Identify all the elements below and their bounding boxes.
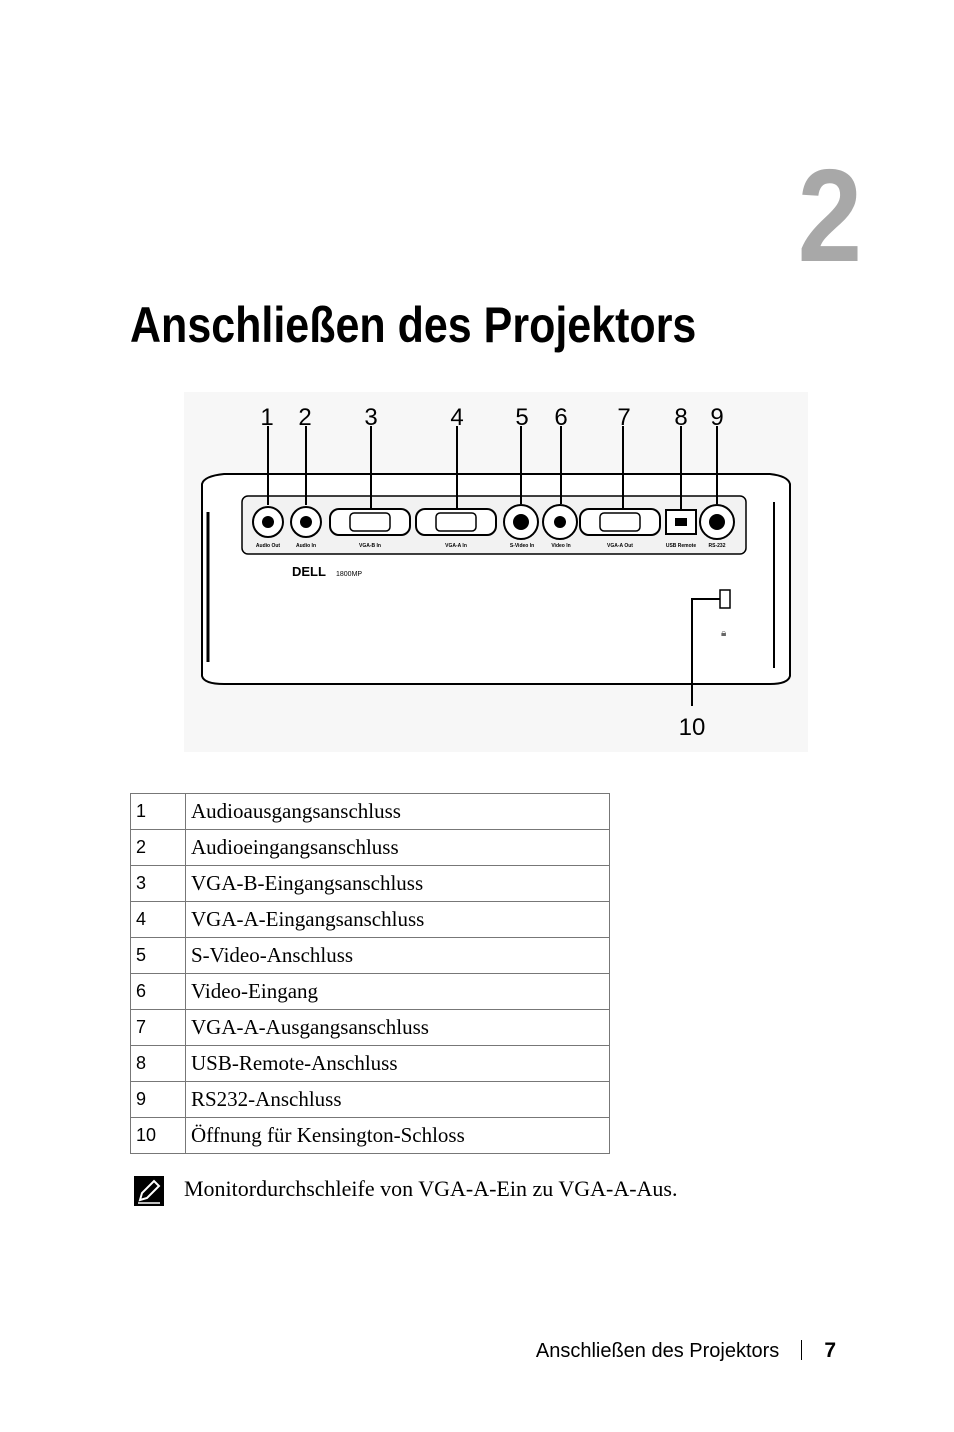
callout-5: 5	[515, 404, 529, 431]
callout-3: 3	[364, 404, 378, 431]
table-row	[131, 1118, 610, 1154]
row-number: 5	[131, 938, 186, 974]
row-number: 4	[131, 902, 186, 938]
table-row	[131, 1010, 610, 1046]
port-caption: VGA-B In	[359, 543, 381, 549]
row-description: VGA-A-Eingangsanschluss	[186, 902, 610, 938]
port-caption: USB Remote	[665, 543, 697, 549]
row-description: VGA-A-Ausgangsanschluss	[186, 1010, 610, 1046]
table-row	[131, 974, 610, 1010]
table-row	[131, 902, 610, 938]
audio-out-port-center	[262, 516, 274, 528]
port-caption: Audio Out	[255, 543, 281, 549]
row-number: 8	[131, 1046, 186, 1082]
row-description: Video-Eingang	[186, 974, 610, 1010]
usb-remote-socket	[675, 518, 687, 526]
row-description: Öffnung für Kensington-Schloss	[186, 1118, 610, 1154]
vga-a-in-socket	[436, 513, 476, 531]
vga-b-in-socket	[350, 513, 390, 531]
table-row	[131, 830, 610, 866]
callout-10: 10	[678, 714, 706, 741]
rs232-port-center	[709, 514, 725, 530]
row-description: USB-Remote-Anschluss	[186, 1046, 610, 1082]
callout-9: 9	[710, 404, 724, 431]
row-number: 6	[131, 974, 186, 1010]
connector-table	[130, 793, 610, 1154]
table-row	[131, 1082, 610, 1118]
row-number: 1	[131, 794, 186, 830]
projector-rear-illustration	[184, 392, 808, 752]
table-row	[131, 794, 610, 830]
row-number: 9	[131, 1082, 186, 1118]
callout-2: 2	[298, 404, 312, 431]
row-number: 7	[131, 1010, 186, 1046]
s-video-port-center	[513, 514, 529, 530]
callout-7: 7	[617, 404, 631, 431]
callout-6: 6	[554, 404, 568, 431]
row-description: RS232-Anschluss	[186, 1082, 610, 1118]
callout-8: 8	[674, 404, 688, 431]
dell-logo: DELL	[292, 564, 326, 579]
port-caption: VGA-A In	[445, 543, 467, 549]
row-description: VGA-B-Eingangsanschluss	[186, 866, 610, 902]
port-caption: Video In	[551, 543, 571, 549]
note-text: Monitordurchschleife von VGA-A-Ein zu VGA-A-Aus.	[184, 1176, 678, 1201]
port-caption: S-Video In	[509, 543, 535, 549]
page-footer	[536, 1339, 836, 1363]
callout-4: 4	[450, 404, 464, 431]
video-in-port-center	[554, 516, 566, 528]
footer-divider	[801, 1340, 802, 1360]
table-row	[131, 938, 610, 974]
row-description: S-Video-Anschluss	[186, 938, 610, 974]
row-number: 10	[131, 1118, 186, 1154]
port-caption: RS-232	[708, 543, 726, 549]
chapter-number: 2	[797, 142, 860, 289]
page-number: 7	[824, 1339, 836, 1362]
lock-icon: 🔒︎	[721, 628, 727, 639]
row-number: 2	[131, 830, 186, 866]
table-row	[131, 1046, 610, 1082]
kensington-slot	[720, 590, 730, 608]
row-number: 3	[131, 866, 186, 902]
model-name: 1800MP	[336, 571, 363, 578]
row-description: Audioausgangsanschluss	[186, 794, 610, 830]
page-title: Anschließen des Projektors	[130, 297, 697, 353]
port-caption: VGA-A Out	[607, 543, 633, 549]
table-row	[131, 866, 610, 902]
note	[134, 1174, 834, 1210]
projector-rear-figure	[184, 392, 808, 752]
footer-section-title: Anschließen des Projektors	[535, 1340, 780, 1362]
callout-1: 1	[260, 404, 274, 431]
row-description: Audioeingangsanschluss	[186, 830, 610, 866]
pencil-note-icon	[134, 1176, 164, 1206]
audio-in-port-center	[300, 516, 312, 528]
port-caption: Audio In	[296, 543, 316, 549]
vga-a-out-socket	[600, 513, 640, 531]
